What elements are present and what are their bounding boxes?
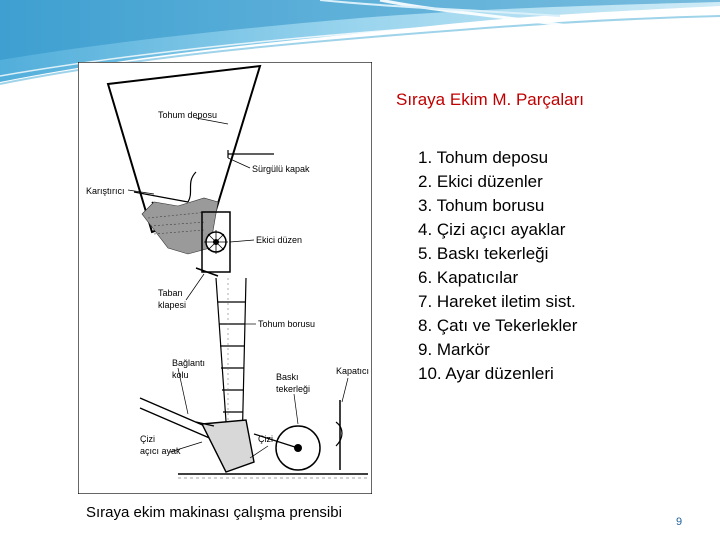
seed-drill-diagram <box>78 62 372 494</box>
parts-list-item: 8. Çatı ve Tekerlekler <box>418 316 578 335</box>
label-opener-1: Çizi <box>140 434 155 444</box>
parts-list-item: 1. Tohum deposu <box>418 148 549 167</box>
label-hopper: Tohum deposu <box>158 110 218 120</box>
label-tube: Tohum borusu <box>258 319 316 329</box>
label-metering: Ekici düzen <box>256 235 303 245</box>
label-furrow: Çizi <box>258 434 273 444</box>
parts-list-item: 2. Ekici düzenler <box>418 172 543 191</box>
label-press-2: tekerleği <box>276 384 311 394</box>
page-number: 9 <box>676 516 683 528</box>
parts-list <box>418 146 577 386</box>
parts-list-item: 10. Ayar düzenleri <box>418 364 554 383</box>
label-slide-gate: Sürgülü kapak <box>252 164 310 174</box>
label-coverer: Kapatıcı <box>336 366 370 376</box>
label-bottom-flap-2: klapesi <box>158 300 187 310</box>
label-link-2: kolu <box>172 370 189 380</box>
slide-title: Sıraya Ekim M. Parçaları <box>396 90 584 109</box>
parts-list-item: 9. Markör <box>418 340 490 359</box>
parts-list-item: 4. Çizi açıcı ayaklar <box>418 220 566 239</box>
label-bottom-flap-1: Taban <box>158 288 183 298</box>
label-agitator: Karıştırıcı <box>86 186 125 196</box>
parts-list-item: 3. Tohum borusu <box>418 196 545 215</box>
parts-list-item: 5. Baskı tekerleği <box>418 244 549 263</box>
parts-list-item: 6. Kapatıcılar <box>418 268 519 287</box>
label-opener-2: açıcı ayak <box>140 446 181 456</box>
label-link-1: Bağlantı <box>172 358 206 368</box>
parts-list-item: 7. Hareket iletim sist. <box>418 292 576 311</box>
label-press-1: Baskı <box>276 372 299 382</box>
figure-caption: Sıraya ekim makinası çalışma prensibi <box>86 504 342 521</box>
